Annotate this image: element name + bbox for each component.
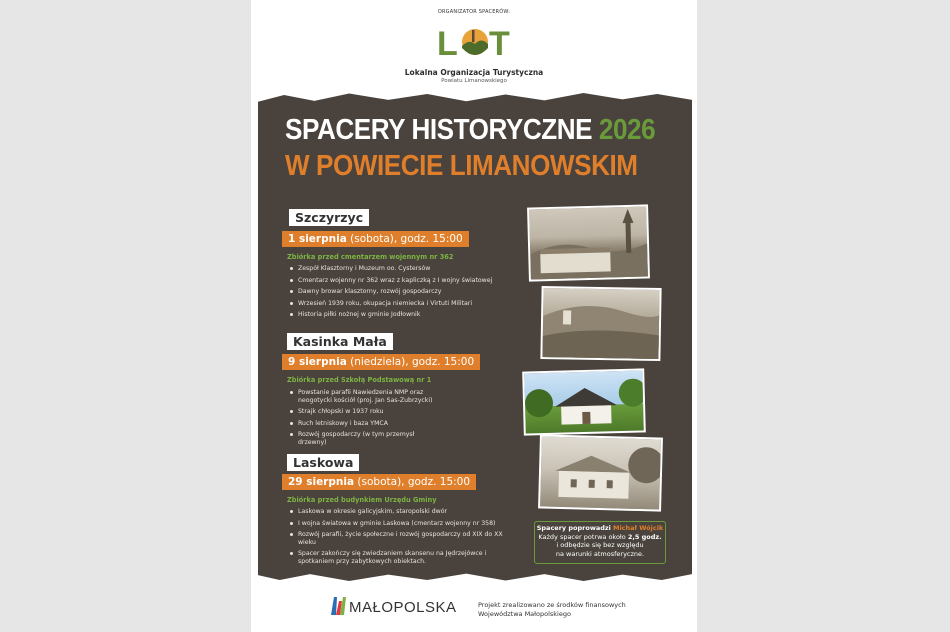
list-item: Ruch letniskowy i baza YMCA	[289, 420, 439, 428]
organizer-label: ORGANIZATOR SPACERÓW:	[437, 9, 511, 15]
list-item: Dawny browar klasztorny, rozwój gospodarczy	[289, 288, 519, 296]
title-year: 2026	[598, 114, 656, 146]
date-label-laskowa: 29 sierpnia (sobota), godz. 15:00	[282, 474, 476, 490]
project-funding-note: Projekt zrealizowano ze środków finansowych Województwa Małopolskiego	[478, 601, 626, 618]
guide-info-box	[534, 521, 666, 564]
list-item: Powstanie parafii Nawiedzenia NMP oraz neogotycki kościół (proj. Jan Sas-Zubrzycki)	[289, 389, 439, 404]
guide-line-3: i odbędzie się bez względu	[556, 541, 644, 550]
poster	[251, 0, 697, 632]
list-item: Strajk chłopski w 1937 roku	[289, 408, 439, 416]
topic-list-laskowa	[289, 508, 504, 570]
list-item: Rozwój parafii, życie społeczne i rozwój gospodarczy od XIX do XX wieku	[289, 531, 504, 546]
guide-line-1: Spacery poprowadzi Michał Wójcik	[536, 524, 664, 532]
photo-kasinka-house	[522, 368, 646, 435]
date-label-kasinka-mala: 9 sierpnia (niedziela), godz. 15:00	[282, 354, 480, 370]
lot-logo	[437, 22, 513, 62]
topic-list-kasinka-mala	[289, 389, 439, 451]
title-line2: W POWIECIE LIMANOWSKIM	[285, 150, 638, 182]
malopolska-brand: MAŁOPOLSKA	[349, 599, 457, 616]
list-item: Zespół Klasztorny i Muzeum oo. Cystersów	[289, 265, 519, 273]
svg-text:L: L	[437, 25, 458, 62]
topic-list-szczyrzyc	[289, 265, 519, 323]
town-label-szczyrzyc: Szczyrzyc	[289, 209, 369, 226]
date-label-szczyrzyc: 1 sierpnia (sobota), godz. 15:00	[282, 231, 469, 247]
title-line1: SPACERY HISTORYCZNE	[285, 114, 593, 146]
list-item: I wojna światowa w gminie Laskowa (cmentarz wojenny nr 358)	[289, 520, 504, 528]
guide-line-4: na warunki atmosferyczne.	[555, 549, 645, 558]
meeting-point-kasinka-mala: Zbiórka przed Szkołą Podstawową nr 1	[287, 376, 432, 384]
historic-photo-laskowa-manor	[538, 434, 663, 511]
guide-line-2: Każdy spacer potrwa około 2,5 godz.	[538, 532, 662, 541]
malopolska-logo-icon	[331, 597, 347, 615]
town-label-laskowa: Laskowa	[287, 454, 359, 471]
svg-text:T: T	[489, 25, 510, 62]
poster-title	[285, 114, 655, 147]
list-item: Cmentarz wojenny nr 362 wraz z kapliczką z I wojny światowej	[289, 277, 519, 285]
list-item: Laskowa w okresie galicyjskim, staropolski dwór	[289, 508, 504, 516]
organization-name: Lokalna Organizacja Turystyczna	[404, 68, 544, 77]
list-item: Spacer zakończy się zwiedzaniem skansenu na Jędrzejówce i spotkaniem przy zabytkowych obiektach.	[289, 550, 504, 565]
organization-subtitle: Powiatu Limanowskiego	[441, 78, 507, 84]
list-item: Historia piłki nożnej w gminie Jodłownik	[289, 311, 519, 319]
town-label-kasinka-mala: Kasinka Mała	[287, 333, 393, 350]
list-item: Wrzesień 1939 roku, okupacja niemiecka i Virtuti Militari	[289, 300, 519, 308]
meeting-point-szczyrzyc: Zbiórka przed cmentarzem wojennym nr 362	[287, 253, 454, 261]
historic-photo-landscape	[540, 286, 661, 361]
list-item: Rozwój gospodarczy (w tym przemysł drzewny)	[289, 431, 439, 446]
historic-photo-szczyrzyc	[527, 204, 650, 281]
meeting-point-laskowa: Zbiórka przed budynkiem Urzędu Gminy	[287, 496, 437, 504]
